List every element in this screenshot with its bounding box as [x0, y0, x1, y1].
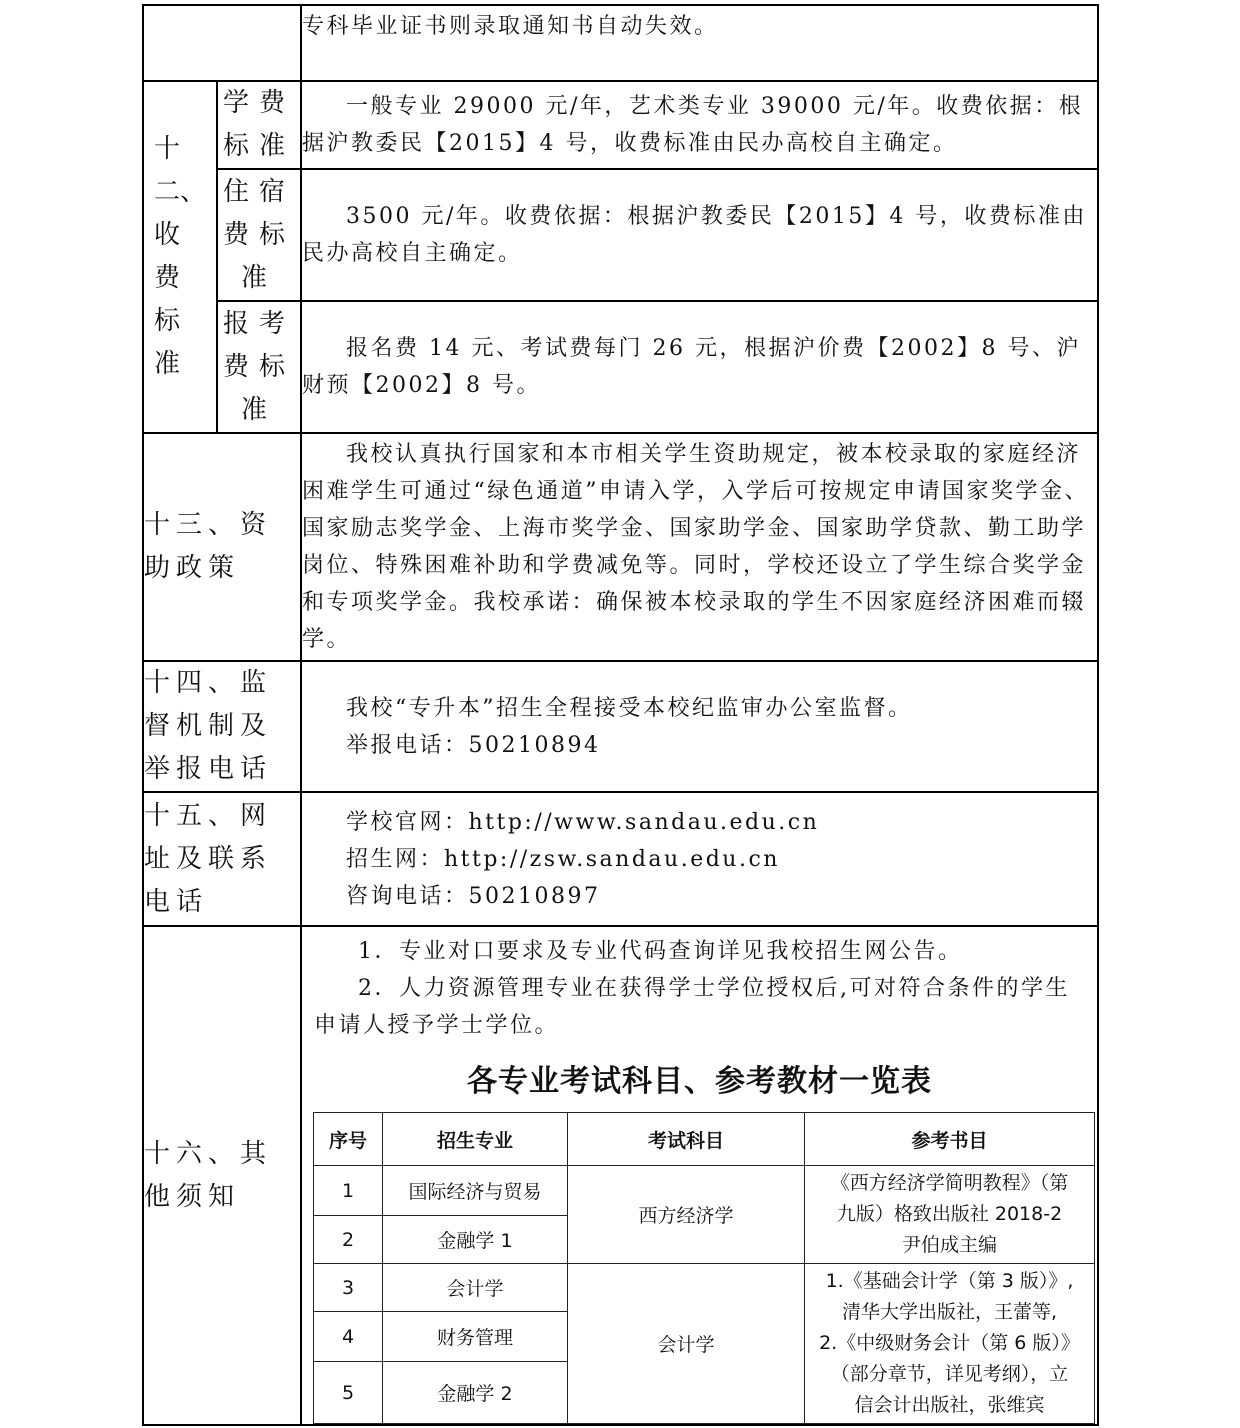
fees-label-char: 收: [154, 220, 181, 250]
row-continuation: [143, 5, 1098, 81]
row-other: [143, 926, 1098, 1425]
inquiry-phone: 咨询电话：50210897: [346, 883, 601, 909]
book-line: 尹伯成主编: [901, 1234, 997, 1256]
row-no: 3: [314, 1264, 383, 1312]
row-major: 金融学 1: [383, 1216, 568, 1264]
book-line: 1.《基础会计学（第 3 版）》,: [825, 1270, 1074, 1292]
tuition-paragraph: 一般专业 29000 元/年，艺术类专业 39000 元/年。收费依据：根据沪教委民【2015】4 号，收费标准由民办高校自主确定。: [302, 94, 1084, 156]
book-line: 信会计出版社，张维宾: [854, 1394, 1045, 1416]
exam-fee-text: [301, 301, 1098, 433]
row-books: [805, 1264, 1095, 1424]
header-subject: 考试科目: [568, 1113, 805, 1166]
exam-table-title: 各专业考试科目、参考教材一览表: [467, 1064, 932, 1099]
continuation-text: 专科毕业证书则录取通知书自动失效。: [302, 14, 719, 39]
exam-fee-label: 报考费标准: [217, 301, 301, 433]
admissions-website: 招生网：http://zsw.sandau.edu.cn: [346, 846, 780, 872]
row-supervision: [143, 661, 1098, 792]
row-accommodation: [143, 169, 1098, 301]
table-header-row: [314, 1113, 1095, 1166]
fees-section-label: [143, 81, 217, 433]
tuition-text: [301, 81, 1098, 169]
row-tuition: [143, 81, 1098, 169]
row-subject: 西方经济学: [568, 1166, 805, 1264]
exam-fee-paragraph: 报名费 14 元、考试费每门 26 元，根据沪价费【2002】8 号、沪财预【2002】8 号。: [302, 336, 1081, 398]
other-notes: [302, 931, 1097, 1044]
row-contact: [143, 792, 1098, 926]
accommodation-text: [301, 169, 1098, 301]
header-no: 序号: [314, 1113, 383, 1166]
label-cell-empty: [143, 5, 301, 81]
header-books: 参考书目: [805, 1113, 1095, 1166]
row-major: 财务管理: [383, 1312, 568, 1362]
book-line: 清华大学出版社，王蕾等,: [841, 1301, 1058, 1323]
supervision-line: 我校“专升本”招生全程接受本校纪监审办公室监督。: [346, 695, 913, 721]
admissions-info-table: [142, 4, 1099, 1426]
table-row: [314, 1166, 1095, 1216]
row-major: 国际经济与贸易: [383, 1166, 568, 1216]
exam-subjects-table: [313, 1112, 1095, 1424]
row-no: 5: [314, 1362, 383, 1424]
fees-label-char: 准: [154, 349, 181, 379]
header-major: 招生专业: [383, 1113, 568, 1166]
book-line: 2.《中级财务会计（第 6 版）》: [819, 1332, 1080, 1354]
row-no: 2: [314, 1216, 383, 1264]
contact-text: [301, 792, 1098, 926]
accommodation-paragraph: 3500 元/年。收费依据：根据沪教委民【2015】4 号，收费标准由民办高校自主确定。: [302, 204, 1087, 266]
row-books: [805, 1166, 1095, 1264]
school-website: 学校官网：http://www.sandau.edu.cn: [346, 809, 820, 835]
aid-paragraph: 我校认真执行国家和本市相关学生资助规定，被本校录取的家庭经济困难学生可通过“绿色通道”申请入学，入学后可按规定申请国家奖学金、国家励志奖学金、上海市奖学金、国家助学金、国家助学贷款、勤工助学岗位、特殊困难补助和学费减免等。同时，学校还设立了学生综合奖学金和专项奖学金。我校承诺：确保被本校录取的学生不因家庭经济困难而辍学。: [302, 442, 1089, 652]
note-2: 2．人力资源管理专业在获得学士学位授权后,可对符合条件的学生申请人授予学士学位。: [314, 976, 1070, 1038]
report-phone: 举报电话：50210894: [346, 732, 601, 758]
contact-label: 十五、网址及联系电话: [143, 792, 301, 926]
row-subject: 会计学: [568, 1264, 805, 1424]
table-row: [314, 1264, 1095, 1312]
fees-label-char: 费: [154, 263, 181, 293]
book-line: 九版）格致出版社 2018-2: [836, 1203, 1063, 1225]
fees-label-char: 二、: [154, 177, 207, 207]
row-aid: [143, 433, 1098, 661]
book-line: 《西方经济学简明教程》（第: [830, 1172, 1069, 1194]
accommodation-label: 住宿费标准: [217, 169, 301, 301]
row-exam-fee: [143, 301, 1098, 433]
row-no: 4: [314, 1312, 383, 1362]
document-page: [142, 4, 1099, 1424]
fees-label: [144, 128, 216, 386]
fees-label-char: 标: [154, 306, 181, 336]
aid-text: [301, 433, 1098, 661]
other-label: 十六、其他须知: [143, 926, 301, 1425]
fees-label-char: 十: [154, 134, 181, 164]
aid-label: 十三、资助政策: [143, 433, 301, 661]
tuition-label: 学费标准: [217, 81, 301, 169]
book-line: （部分章节，详见考纲），立: [830, 1363, 1069, 1385]
text-cell: [301, 5, 1098, 81]
supervision-text: [301, 661, 1098, 792]
row-no: 1: [314, 1166, 383, 1216]
row-major: 会计学: [383, 1264, 568, 1312]
other-content: [301, 926, 1098, 1425]
supervision-label: 十四、监督机制及举报电话: [143, 661, 301, 792]
note-1: 1．专业对口要求及专业代码查询详见我校招生网公告。: [358, 939, 963, 964]
row-major: 金融学 2: [383, 1362, 568, 1424]
